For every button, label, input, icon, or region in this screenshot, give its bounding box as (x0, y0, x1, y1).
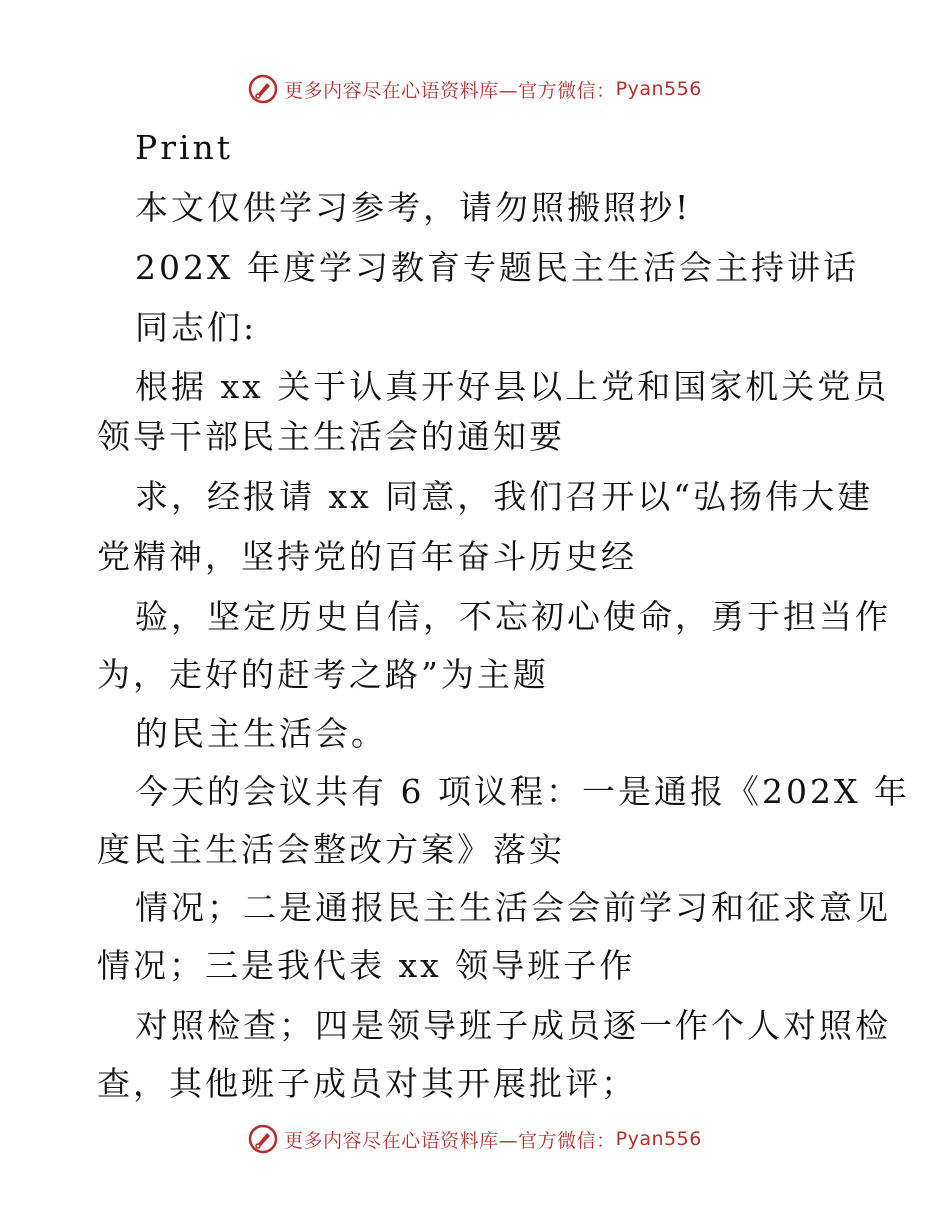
watermark-footer (0, 1124, 950, 1154)
body-line: 情况；二是通报民主生活会会前学习和征求意见 (135, 888, 891, 927)
watermark-wechat-id: Pyan556 (615, 1128, 702, 1150)
salutation-line: 同志们: (135, 308, 258, 347)
body-line: 根据 xx 关于认真开好县以上党和国家机关党员 (135, 367, 890, 406)
body-line: 度民主生活会整改方案》落实 (97, 830, 565, 869)
body-line: 的民主生活会。 (135, 714, 387, 753)
watermark-wechat-id: Pyan556 (615, 78, 702, 100)
disclaimer-line: 本文仅供学习参考，请勿照搬照抄! (135, 188, 692, 227)
watermark-text: 更多内容尽在心语资料库—官方微信： (284, 1129, 616, 1152)
fountain-pen-logo-icon (248, 1124, 278, 1154)
body-line: 查，其他班子成员对其开展批评； (97, 1064, 637, 1103)
watermark-header (0, 74, 950, 104)
print-label: Print (135, 128, 234, 167)
fountain-pen-logo-icon (248, 74, 278, 104)
body-line: 求，经报请 xx 同意，我们召开以“弘扬伟大建 (135, 477, 874, 516)
body-line: 情况；三是我代表 xx 领导班子作 (97, 946, 636, 985)
body-line: 今天的会议共有 6 项议程：一是通报《202X 年 (135, 772, 910, 811)
body-line: 对照检查；四是领导班子成员逐一作个人对照检 (135, 1006, 891, 1045)
body-line: 为，走好的赶考之路”为主题 (97, 655, 549, 694)
body-line: 验，坚定历史自信，不忘初心使命，勇于担当作 (135, 597, 891, 636)
body-line: 党精神，坚持党的百年奋斗历史经 (97, 537, 637, 576)
watermark-text: 更多内容尽在心语资料库—官方微信： (284, 79, 616, 102)
document-title: 202X 年度学习教育专题民主生活会主持讲话 (135, 248, 859, 287)
body-line: 领导干部民主生活会的通知要 (97, 417, 565, 456)
